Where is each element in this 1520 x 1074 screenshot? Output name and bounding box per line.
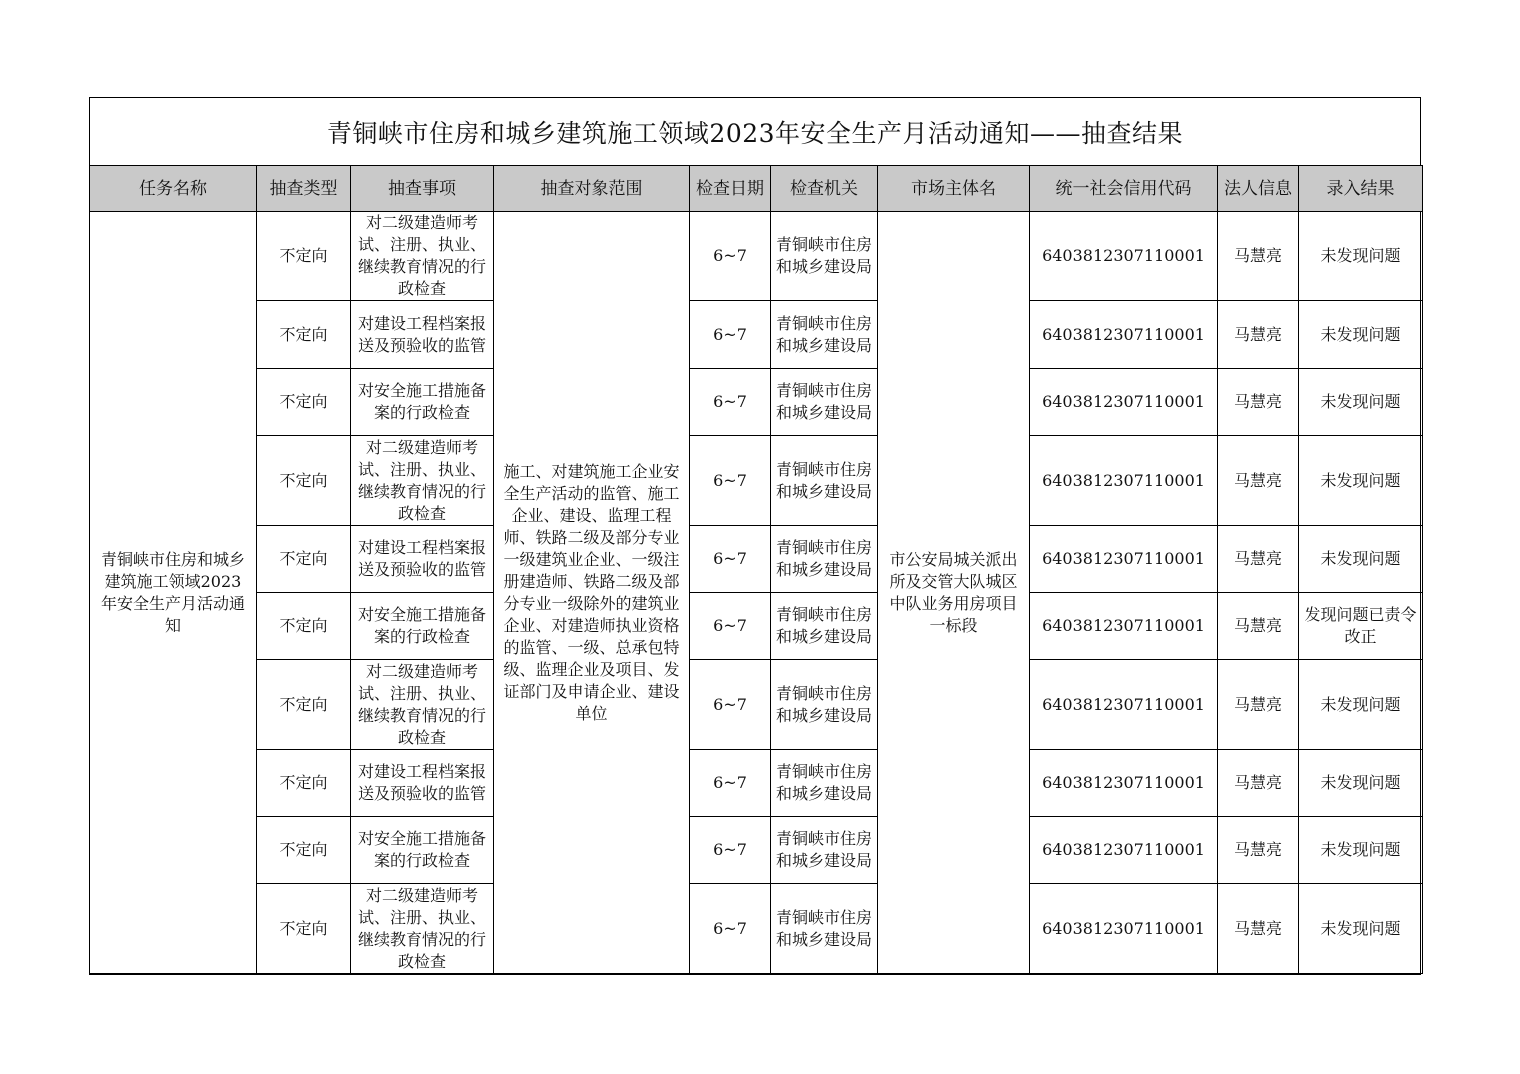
authority-cell: 青铜峡市住房和城乡建设局 (771, 526, 878, 593)
credit-code-cell: 6403812307110001 (1030, 526, 1218, 593)
check-type-cell: 不定向 (257, 593, 351, 660)
check-item-cell: 对建设工程档案报送及预验收的监管 (351, 301, 494, 369)
header-task-name: 任务名称 (90, 166, 257, 212)
check-type-cell: 不定向 (257, 884, 351, 974)
check-date-cell: 6~7 (690, 212, 771, 301)
authority-cell: 青铜峡市住房和城乡建设局 (771, 593, 878, 660)
result-cell: 未发现问题 (1299, 301, 1423, 369)
document-title: 青铜峡市住房和城乡建筑施工领域2023年安全生产月活动通知——抽查结果 (90, 98, 1420, 166)
check-date-cell: 6~7 (690, 369, 771, 436)
credit-code-cell: 6403812307110001 (1030, 660, 1218, 750)
table-row (90, 593, 1423, 660)
credit-code-cell: 6403812307110001 (1030, 212, 1218, 301)
legal-person-cell: 马慧亮 (1218, 436, 1299, 526)
result-cell: 未发现问题 (1299, 884, 1423, 974)
check-type-cell: 不定向 (257, 526, 351, 593)
result-cell: 未发现问题 (1299, 817, 1423, 884)
legal-person-cell: 马慧亮 (1218, 750, 1299, 817)
table-row (90, 884, 1423, 974)
check-type-cell: 不定向 (257, 369, 351, 436)
check-type-cell: 不定向 (257, 660, 351, 750)
check-date-cell: 6~7 (690, 884, 771, 974)
check-date-cell: 6~7 (690, 750, 771, 817)
table-row (90, 369, 1423, 436)
check-date-cell: 6~7 (690, 817, 771, 884)
header-result: 录入结果 (1299, 166, 1423, 212)
header-authority: 检查机关 (771, 166, 878, 212)
header-legal-person: 法人信息 (1218, 166, 1299, 212)
header-date: 检查日期 (690, 166, 771, 212)
legal-person-cell: 马慧亮 (1218, 369, 1299, 436)
result-cell: 未发现问题 (1299, 660, 1423, 750)
check-item-cell: 对二级建造师考试、注册、执业、继续教育情况的行政检查 (351, 884, 494, 974)
result-cell: 未发现问题 (1299, 750, 1423, 817)
result-cell: 未发现问题 (1299, 369, 1423, 436)
credit-code-cell: 6403812307110001 (1030, 750, 1218, 817)
legal-person-cell: 马慧亮 (1218, 593, 1299, 660)
table-row (90, 301, 1423, 369)
credit-code-cell: 6403812307110001 (1030, 593, 1218, 660)
table-row (90, 817, 1423, 884)
results-body (90, 212, 1423, 974)
authority-cell: 青铜峡市住房和城乡建设局 (771, 301, 878, 369)
check-item-cell: 对二级建造师考试、注册、执业、继续教育情况的行政检查 (351, 436, 494, 526)
authority-cell: 青铜峡市住房和城乡建设局 (771, 750, 878, 817)
table-row (90, 750, 1423, 817)
check-item-cell: 对二级建造师考试、注册、执业、继续教育情况的行政检查 (351, 212, 494, 301)
table-row (90, 660, 1423, 750)
table-row (90, 436, 1423, 526)
header-row (90, 166, 1423, 212)
market-entity-cell: 市公安局城关派出所及交管大队城区中队业务用房项目一标段 (878, 212, 1030, 974)
credit-code-cell: 6403812307110001 (1030, 436, 1218, 526)
result-cell: 未发现问题 (1299, 436, 1423, 526)
check-type-cell: 不定向 (257, 212, 351, 301)
header-check-item: 抽查事项 (351, 166, 494, 212)
check-date-cell: 6~7 (690, 301, 771, 369)
header-market-entity: 市场主体名 (878, 166, 1030, 212)
header-check-type: 抽查类型 (257, 166, 351, 212)
check-type-cell: 不定向 (257, 301, 351, 369)
authority-cell: 青铜峡市住房和城乡建设局 (771, 884, 878, 974)
check-type-cell: 不定向 (257, 817, 351, 884)
authority-cell: 青铜峡市住房和城乡建设局 (771, 436, 878, 526)
legal-person-cell: 马慧亮 (1218, 526, 1299, 593)
check-date-cell: 6~7 (690, 593, 771, 660)
results-table (89, 165, 1423, 974)
legal-person-cell: 马慧亮 (1218, 301, 1299, 369)
check-date-cell: 6~7 (690, 660, 771, 750)
result-cell: 未发现问题 (1299, 212, 1423, 301)
check-item-cell: 对建设工程档案报送及预验收的监管 (351, 526, 494, 593)
check-date-cell: 6~7 (690, 526, 771, 593)
legal-person-cell: 马慧亮 (1218, 884, 1299, 974)
authority-cell: 青铜峡市住房和城乡建设局 (771, 817, 878, 884)
credit-code-cell: 6403812307110001 (1030, 369, 1218, 436)
table-row (90, 526, 1423, 593)
legal-person-cell: 马慧亮 (1218, 212, 1299, 301)
check-type-cell: 不定向 (257, 436, 351, 526)
check-item-cell: 对安全施工措施备案的行政检查 (351, 817, 494, 884)
check-item-cell: 对安全施工措施备案的行政检查 (351, 593, 494, 660)
legal-person-cell: 马慧亮 (1218, 660, 1299, 750)
header-credit-code: 统一社会信用代码 (1030, 166, 1218, 212)
check-item-cell: 对二级建造师考试、注册、执业、继续教育情况的行政检查 (351, 660, 494, 750)
check-item-cell: 对建设工程档案报送及预验收的监管 (351, 750, 494, 817)
legal-person-cell: 马慧亮 (1218, 817, 1299, 884)
result-cell: 发现问题已责令改正 (1299, 593, 1423, 660)
credit-code-cell: 6403812307110001 (1030, 301, 1218, 369)
scope-cell: 施工、对建筑施工企业安全生产活动的监管、施工企业、建设、监理工程师、铁路二级及部分专业一级建筑业企业、一级注册建造师、铁路二级及部分专业一级除外的建筑业企业、对建造师执业资格的监管、一级、总承包特级、监理企业及项目、发证部门及申请企业、建设单位 (494, 212, 690, 974)
result-cell: 未发现问题 (1299, 526, 1423, 593)
check-item-cell: 对安全施工措施备案的行政检查 (351, 369, 494, 436)
check-type-cell: 不定向 (257, 750, 351, 817)
authority-cell: 青铜峡市住房和城乡建设局 (771, 212, 878, 301)
header-scope: 抽查对象范围 (494, 166, 690, 212)
authority-cell: 青铜峡市住房和城乡建设局 (771, 369, 878, 436)
authority-cell: 青铜峡市住房和城乡建设局 (771, 660, 878, 750)
table-row (90, 212, 1423, 301)
credit-code-cell: 6403812307110001 (1030, 884, 1218, 974)
check-date-cell: 6~7 (690, 436, 771, 526)
task-name-cell: 青铜峡市住房和城乡建筑施工领域2023年安全生产月活动通知 (90, 212, 257, 974)
results-document (89, 97, 1421, 975)
credit-code-cell: 6403812307110001 (1030, 817, 1218, 884)
